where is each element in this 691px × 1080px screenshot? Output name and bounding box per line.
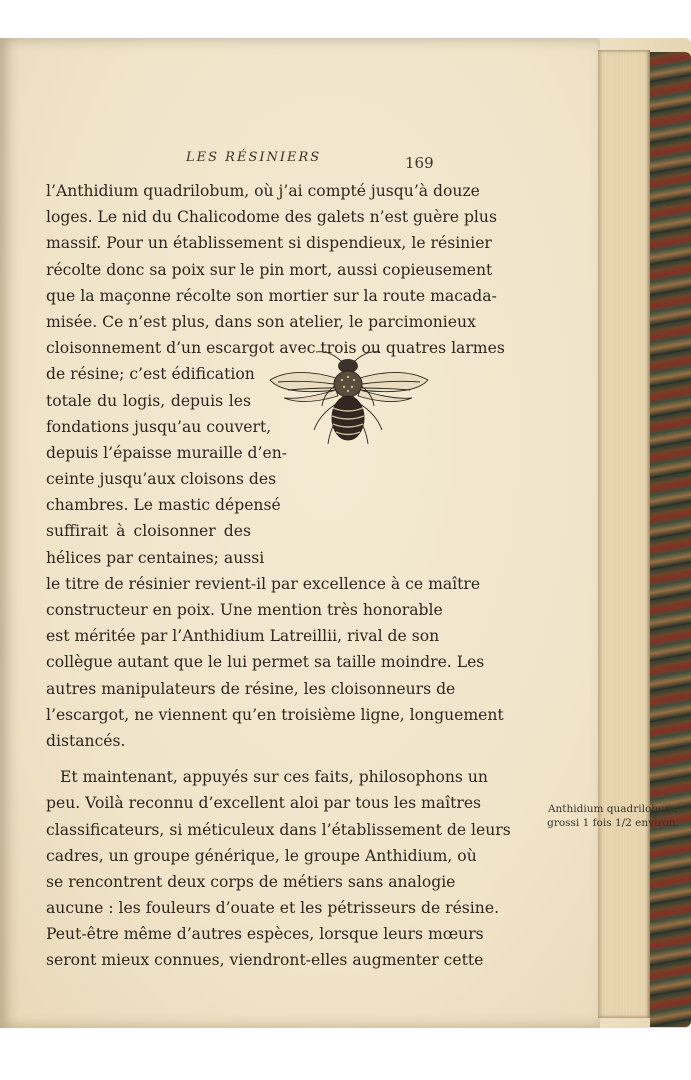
caption-line: Anthidium quadrilobum, xyxy=(547,803,679,815)
caption-line: grossi 1 fois 1/2 environ. xyxy=(547,817,679,829)
marbled-cover-edge xyxy=(650,52,691,1027)
text-line: l’escargot, ne viennent qu’en troisième ligne, longuement xyxy=(46,705,504,724)
text-line: peu. Voilà reconnu d’excellent aloi par tous les maîtres xyxy=(46,794,482,813)
paragraph-2 xyxy=(46,764,511,974)
text-line: loges. Le nid du Chalicodome des galets n’est guère plus xyxy=(46,208,497,227)
text-line: massif. Pour un établissement si dispendieux, le résinier xyxy=(46,234,492,253)
text-line: seront mieux connues, viendront-elles augmenter cette xyxy=(46,951,484,970)
text-line: misée. Ce n’est plus, dans son atelier, le parcimonieux xyxy=(46,312,476,331)
text-line: de résine; c’est édification xyxy=(46,365,255,384)
text-line: chambres. Le mastic dépensé xyxy=(46,496,281,515)
text-line: autres manipulateurs de résine, les cloisonneurs de xyxy=(46,679,456,698)
page-number: 169 xyxy=(405,154,434,172)
text-line: l’Anthidium quadrilobum, où j’ai compté jusqu’à douze xyxy=(46,182,480,200)
text-line: cadres, un groupe générique, le groupe Anthidium, où xyxy=(46,846,477,865)
text-line: aucune : les fouleurs d’ouate et les pétrisseurs de résine. xyxy=(46,899,500,918)
text-line: que la maçonne récolte son mortier sur la route macada- xyxy=(46,286,497,305)
text-line: constructeur en poix. Une mention très honorable xyxy=(46,601,443,619)
figure-caption xyxy=(528,802,691,830)
text-line: distancés. xyxy=(46,731,126,750)
text-line: se rencontrent deux corps de métiers sans analogie xyxy=(46,872,456,891)
bee-icon xyxy=(264,344,434,456)
text-line: suffirait à cloisonner des xyxy=(46,522,251,541)
text-line: récolte donc sa poix sur le pin mort, aussi copieusement xyxy=(46,260,493,279)
text-line: Peut-être même d’autres espèces, lorsque leurs mœurs xyxy=(46,925,484,944)
text-line: collègue autant que le lui permet sa taille moindre. Les xyxy=(46,653,485,672)
text-line: totale du logis, depuis les xyxy=(46,391,251,410)
text-line: ceinte jusqu’aux cloisons des xyxy=(46,470,277,489)
body-text xyxy=(46,178,511,974)
page-edges xyxy=(598,50,650,1018)
text-line: hélices par centaines; aussi xyxy=(46,548,265,567)
text-line: cloisonnement d’un escargot avec trois ou quatres larmes xyxy=(46,339,505,358)
text-line: classificateurs, si méticuleux dans l’établissement de leurs xyxy=(46,820,511,839)
text-line: depuis l’épaisse muraille d’en- xyxy=(46,443,288,462)
text-line: le titre de résinier revient-il par excellence à ce maître xyxy=(46,574,481,593)
text-line: est méritée par l’Anthidium Latreillii, rival de son xyxy=(46,627,440,646)
text-line: Et maintenant, appuyés sur ces faits, philosophons un xyxy=(60,768,488,787)
running-head: LES RÉSINIERS xyxy=(186,150,322,165)
text-line: fondations jusqu’au couvert, xyxy=(46,417,272,436)
